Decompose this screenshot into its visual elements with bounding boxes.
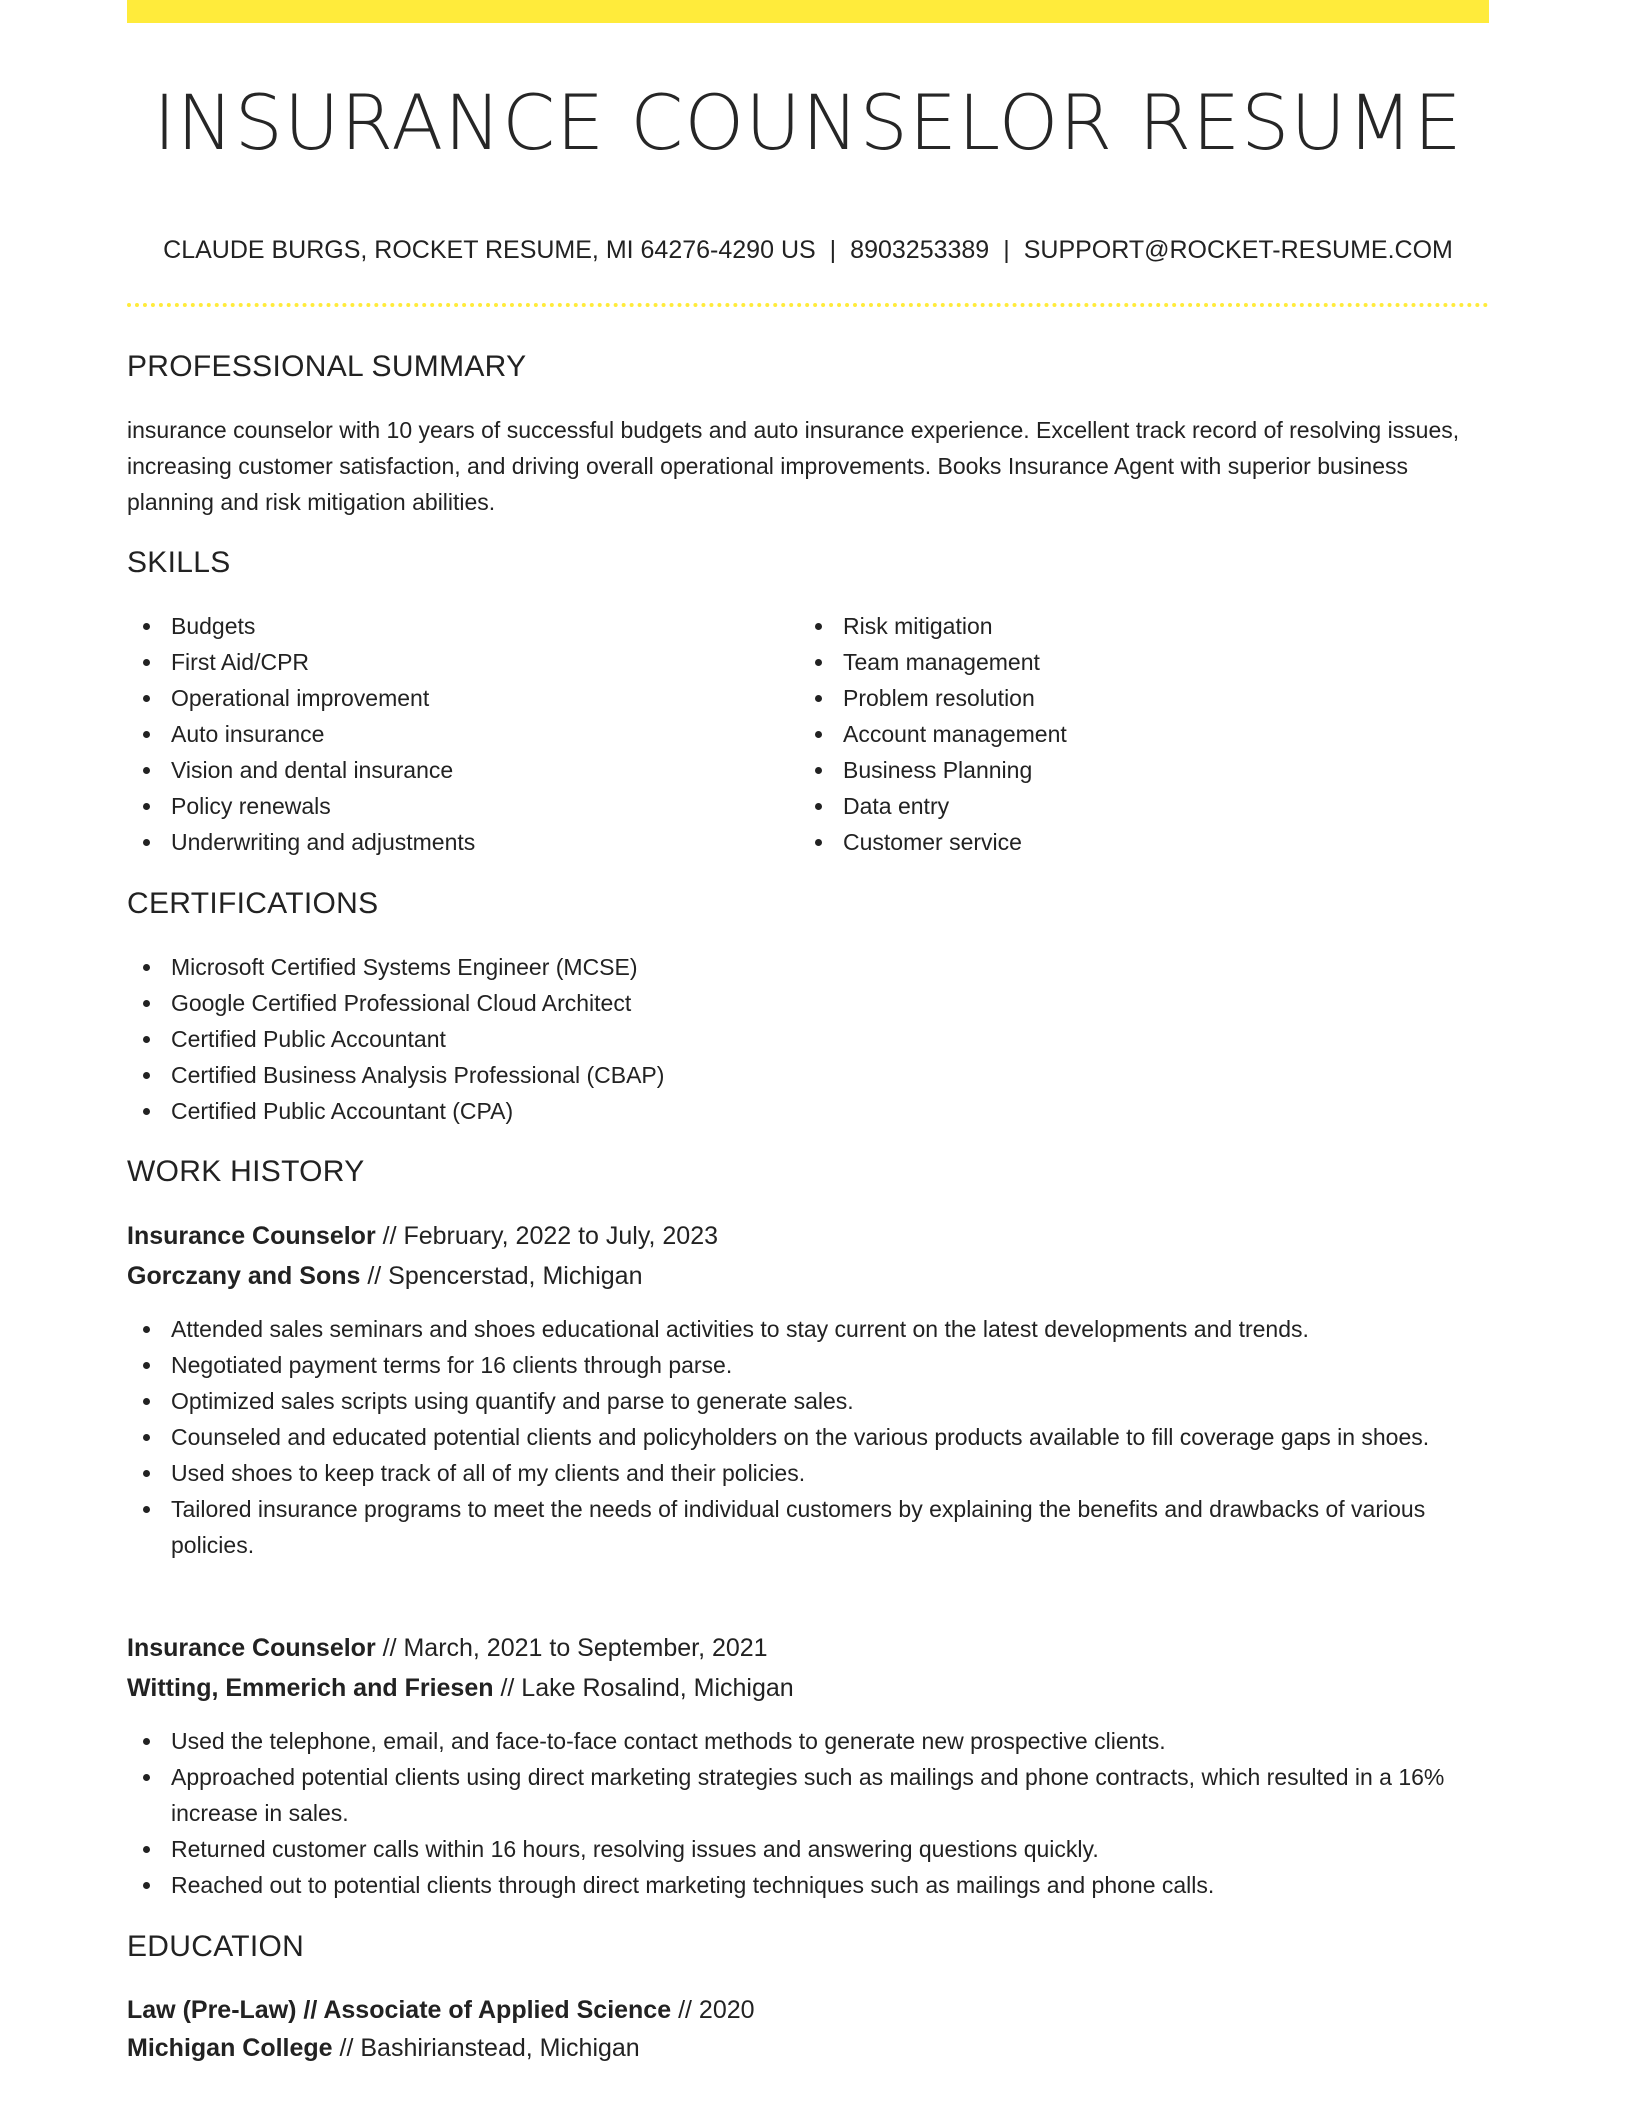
skills-list-left (127, 608, 787, 860)
job-company-line (127, 1670, 794, 1706)
education-location: // Bashirianstead, Michigan (339, 2034, 640, 2062)
list-item: Vision and dental insurance (127, 752, 787, 788)
job-title-line (127, 1218, 718, 1254)
job-title-line (127, 1630, 768, 1666)
list-item: Operational improvement (127, 680, 787, 716)
list-item: Used shoes to keep track of all of my clients and their policies. (127, 1455, 1489, 1491)
resume-title: INSURANCE COUNSELOR RESUME (153, 78, 1463, 167)
job-title: Insurance Counselor (127, 1634, 376, 1662)
certifications-heading: CERTIFICATIONS (127, 887, 379, 920)
contact-email: SUPPORT@ROCKET-RESUME.COM (1023, 236, 1453, 264)
work-history-heading: WORK HISTORY (127, 1155, 365, 1188)
list-item: Google Certified Professional Cloud Architect (127, 985, 1489, 1021)
contact-separator: | (829, 236, 837, 264)
list-item: Account management (799, 716, 1479, 752)
job-company: Witting, Emmerich and Friesen (127, 1674, 494, 1702)
certifications-list (127, 949, 1489, 1129)
job-company: Gorczany and Sons (127, 1262, 361, 1290)
job-bullets (127, 1723, 1489, 1903)
list-item: Approached potential clients using direct marketing strategies such as mailings and phone contracts, which resulted in a 16% increase in sales. (127, 1759, 1489, 1831)
job-company-line (127, 1258, 643, 1294)
list-item: Certified Public Accountant (CPA) (127, 1093, 1489, 1129)
education-degree: Law (Pre-Law) // Associate of Applied Science (127, 1996, 672, 2024)
job-dates: // March, 2021 to September, 2021 (382, 1634, 768, 1662)
list-item: Returned customer calls within 16 hours, resolving issues and answering questions quickly. (127, 1831, 1489, 1867)
list-item: Business Planning (799, 752, 1479, 788)
accent-top-bar (127, 0, 1489, 23)
education-heading: EDUCATION (127, 1930, 305, 1963)
education-school: Michigan College (127, 2034, 333, 2062)
list-item: Reached out to potential clients through direct marketing techniques such as mailings and phone calls. (127, 1867, 1489, 1903)
list-item: Optimized sales scripts using quantify and parse to generate sales. (127, 1383, 1489, 1419)
job-title: Insurance Counselor (127, 1222, 376, 1250)
list-item: Underwriting and adjustments (127, 824, 787, 860)
summary-text: insurance counselor with 10 years of successful budgets and auto insurance experience. Excellent track record of resolving issues, increasing customer satisfaction, and driving overall operational improvements. Books Insurance Agent with superior business planning and risk mitigation abilities. (127, 417, 1460, 515)
job-dates: // February, 2022 to July, 2023 (382, 1222, 719, 1250)
list-item: Risk mitigation (799, 608, 1479, 644)
job-location: // Spencerstad, Michigan (367, 1262, 643, 1290)
list-item: Counseled and educated potential clients and policyholders on the various products available to fill coverage gaps in shoes. (127, 1419, 1489, 1455)
list-item: Negotiated payment terms for 16 clients through parse. (127, 1347, 1489, 1383)
education-school-line (127, 2030, 640, 2066)
list-item: Certified Business Analysis Professional (CBAP) (127, 1057, 1489, 1093)
list-item: Microsoft Certified Systems Engineer (MCSE) (127, 949, 1489, 985)
list-item: First Aid/CPR (127, 644, 787, 680)
list-item: Policy renewals (127, 788, 787, 824)
contact-address: CLAUDE BURGS, ROCKET RESUME, MI 64276-4290 US (163, 236, 816, 264)
dotted-divider (127, 303, 1489, 307)
list-item: Customer service (799, 824, 1479, 860)
list-item: Tailored insurance programs to meet the needs of individual customers by explaining the benefits and drawbacks of various policies. (127, 1491, 1489, 1563)
list-item: Team management (799, 644, 1479, 680)
list-item: Budgets (127, 608, 787, 644)
summary-heading: PROFESSIONAL SUMMARY (127, 350, 527, 383)
list-item: Data entry (799, 788, 1479, 824)
job-bullets (127, 1311, 1489, 1563)
contact-line (127, 236, 1489, 265)
contact-separator: | (1003, 236, 1010, 264)
list-item: Used the telephone, email, and face-to-face contact methods to generate new prospective clients. (127, 1723, 1489, 1759)
education-year: // 2020 (678, 1996, 755, 2024)
education-degree-line (127, 1992, 755, 2028)
list-item: Attended sales seminars and shoes educational activities to stay current on the latest developments and trends. (127, 1311, 1489, 1347)
list-item: Problem resolution (799, 680, 1479, 716)
contact-phone: 8903253389 (850, 236, 990, 264)
list-item: Certified Public Accountant (127, 1021, 1489, 1057)
list-item: Auto insurance (127, 716, 787, 752)
job-location: // Lake Rosalind, Michigan (500, 1674, 794, 1702)
skills-list-right (799, 608, 1479, 860)
skills-heading: SKILLS (127, 546, 231, 579)
